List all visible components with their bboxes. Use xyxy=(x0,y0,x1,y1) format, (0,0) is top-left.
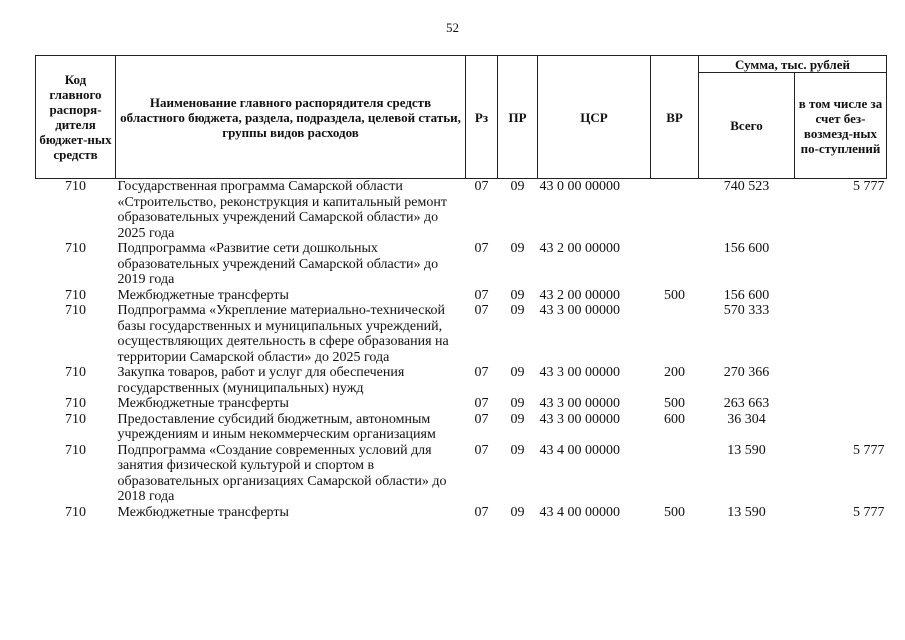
cell-rz: 07 xyxy=(474,241,489,256)
cell-csr: 43 3 00 00000 xyxy=(539,396,620,411)
cell-vr: 500 xyxy=(664,396,685,411)
cell-grants xyxy=(795,365,887,396)
cell-pr: 09 xyxy=(510,396,525,411)
cell-vr: 200 xyxy=(664,365,685,380)
cell-grants: 5 777 xyxy=(853,442,885,458)
cell-name: Подпрограмма «Укрепление материально-технической базы государственных и муниципальных учреждений, осуществляющих деятельность в сфере образования на территории Самарской области» до 2025 года xyxy=(117,303,449,365)
table-row xyxy=(36,365,887,396)
cell-code: 710 xyxy=(65,303,86,318)
cell-vr xyxy=(651,303,699,365)
cell-total: 36 304 xyxy=(727,411,766,427)
cell-rz: 07 xyxy=(474,179,489,194)
cell-vr xyxy=(651,241,699,288)
cell-grants xyxy=(795,303,887,365)
header-vr: ВР xyxy=(651,56,699,179)
cell-csr: 43 4 00 00000 xyxy=(539,442,620,458)
header-code: Код главного распоря-дителя бюджет-ных средств xyxy=(36,56,116,179)
cell-code: 710 xyxy=(65,241,86,256)
page-number: 52 xyxy=(446,20,459,35)
cell-rz: 07 xyxy=(474,365,489,380)
cell-pr: 09 xyxy=(510,241,525,256)
table-row xyxy=(36,443,887,505)
table-row xyxy=(36,241,887,288)
table-row xyxy=(36,396,887,412)
cell-total: 156 600 xyxy=(723,241,770,256)
header-csr: ЦСР xyxy=(538,56,651,179)
table-row xyxy=(36,303,887,365)
header-total: Всего xyxy=(699,73,795,179)
cell-total: 740 523 xyxy=(723,179,770,194)
cell-name: Подпрограмма «Развитие сети дошкольных образовательных учреждений Самарской области» до 2019 года xyxy=(117,241,439,287)
cell-pr: 09 xyxy=(510,303,525,318)
cell-code: 710 xyxy=(65,411,86,427)
cell-pr: 09 xyxy=(510,411,525,427)
cell-pr: 09 xyxy=(510,442,525,458)
cell-csr: 43 4 00 00000 xyxy=(539,504,620,520)
cell-pr: 09 xyxy=(510,365,525,380)
cell-total: 13 590 xyxy=(727,442,766,458)
cell-name: Межбюджетные трансферты xyxy=(117,287,289,303)
cell-code: 710 xyxy=(65,287,86,303)
cell-grants xyxy=(795,241,887,288)
cell-name: Межбюджетные трансферты xyxy=(117,396,289,411)
cell-pr: 09 xyxy=(510,504,525,520)
table-body xyxy=(36,179,887,521)
cell-vr xyxy=(651,179,699,242)
cell-grants xyxy=(795,288,887,304)
cell-rz: 07 xyxy=(474,411,489,427)
cell-csr: 43 3 00 00000 xyxy=(539,303,620,318)
cell-grants: 5 777 xyxy=(853,504,885,520)
cell-vr: 500 xyxy=(664,504,685,520)
table-row xyxy=(36,179,887,242)
cell-csr: 43 3 00 00000 xyxy=(539,411,620,427)
cell-csr: 43 0 00 00000 xyxy=(539,179,620,194)
header-pr: ПР xyxy=(498,56,538,179)
header-sum: Сумма, тыс. рублей xyxy=(699,56,887,73)
cell-name: Закупка товаров, работ и услуг для обеспечения государственных (муниципальных) нужд xyxy=(117,365,405,396)
cell-rz: 07 xyxy=(474,442,489,458)
cell-name: Межбюджетные трансферты xyxy=(117,504,289,520)
cell-vr: 600 xyxy=(664,411,685,427)
cell-code: 710 xyxy=(65,396,86,411)
table-row xyxy=(36,412,887,443)
cell-code: 710 xyxy=(65,504,86,520)
header-grants: в том числе за счет без-возмезд-ных по-ступлений xyxy=(795,73,887,179)
cell-rz: 07 xyxy=(474,504,489,520)
cell-rz: 07 xyxy=(474,287,489,303)
cell-grants xyxy=(795,396,887,412)
cell-csr: 43 2 00 00000 xyxy=(539,287,620,303)
header-rz: Рз xyxy=(466,56,498,179)
cell-grants xyxy=(795,412,887,443)
cell-name: Государственная программа Самарской области «Строительство, реконструкция и капитальный ремонт образовательных учреждений Самарской области» до 2025 года xyxy=(117,179,447,241)
cell-code: 710 xyxy=(65,179,86,194)
header-name: Наименование главного распорядителя средств областного бюджета, раздела, подраздела, целевой статьи, группы видов расходов xyxy=(116,56,466,179)
cell-pr: 09 xyxy=(510,287,525,303)
cell-rz: 07 xyxy=(474,396,489,411)
cell-vr xyxy=(651,443,699,505)
cell-total: 13 590 xyxy=(727,504,766,520)
table-row xyxy=(36,288,887,304)
table-header xyxy=(36,56,887,179)
cell-total: 270 366 xyxy=(723,365,770,380)
cell-code: 710 xyxy=(65,365,86,380)
cell-csr: 43 2 00 00000 xyxy=(539,241,620,256)
cell-pr: 09 xyxy=(510,179,525,194)
cell-total: 263 663 xyxy=(723,396,770,411)
cell-rz: 07 xyxy=(474,303,489,318)
cell-total: 570 333 xyxy=(723,303,770,318)
cell-name: Предоставление субсидий бюджетным, автономным учреждениям и иным некоммерческим организациям xyxy=(117,411,436,442)
cell-total: 156 600 xyxy=(723,287,770,303)
cell-grants: 5 777 xyxy=(853,179,885,194)
table-row xyxy=(36,505,887,521)
cell-vr: 500 xyxy=(664,287,685,303)
cell-name: Подпрограмма «Создание современных условий для занятия физической культурой и спортом в образовательных организациях Самарской области» до 2018 года xyxy=(117,442,447,504)
cell-code: 710 xyxy=(65,442,86,458)
cell-csr: 43 3 00 00000 xyxy=(539,365,620,380)
budget-table xyxy=(35,55,887,520)
